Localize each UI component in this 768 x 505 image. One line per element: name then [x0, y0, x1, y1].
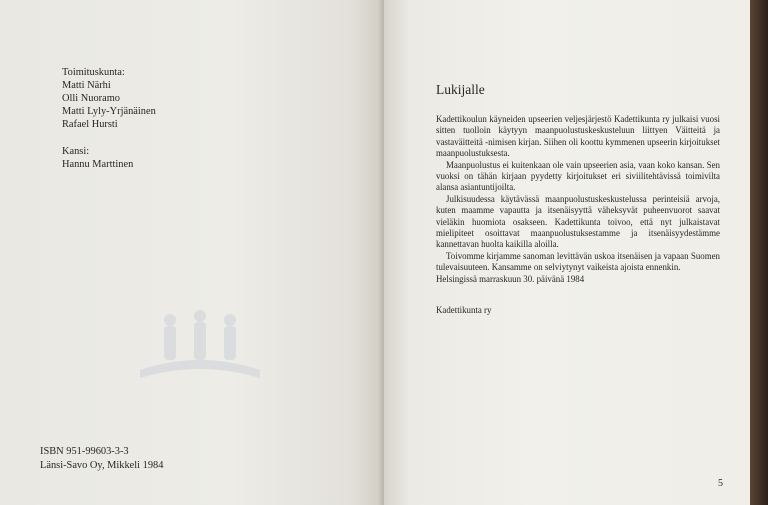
- signature: Kadettikunta ry: [436, 305, 492, 316]
- isbn-line: ISBN 951-99603-3-3: [40, 446, 129, 457]
- editor-name: Rafael Hursti: [62, 119, 118, 130]
- table-background: [750, 0, 768, 505]
- credits-label: Toimituskunta:: [62, 67, 125, 78]
- place-date: Helsingissä marraskuun 30. päivänä 1984: [436, 273, 585, 284]
- paragraph: Maanpuolustus ei kuitenkaan ole vain upseerien asia, vaan koko kansan. Sen vuoksi on tähän kirjaan pyydetty kirjoitukset eri siviilitehtävissä toimivilta alansa asiantuntijoilta.: [436, 159, 720, 193]
- paragraph: Kadettikoulun käyneiden upseerien veljesjärjestö Kadettikunta ry julkaisi vuosi sitten tuolloin käytyyn maanpuolustuskeskusteluun liittyen Väitteitä ja vastaväitteitä -nimisen kirjan. Siihen oli koottu kymmenen upseerin kirjoitukset maanpuolustuksesta.: [436, 114, 720, 159]
- editorial-credits: [62, 66, 156, 171]
- editor-name: Matti Närhi: [62, 80, 111, 91]
- cover-label: Kansi:: [62, 146, 90, 157]
- paragraph: Toivomme kirjamme sanoman levittävän uskoa itsenäisen ja vapaan Suomen tulevaisuuteen. Kansamme on selviytynyt vaikeista ajoista ennenkin.: [436, 250, 720, 273]
- editor-name: Olli Nuoramo: [62, 93, 121, 104]
- paragraph: Julkisuudessa käytävässä maanpuolustuskeskustelussa perinteisiä arvoja, kuten maamme vapautta ja itsenäisyyttä väheksyvät puheenvuorot saavat vieläkin huomiota osakseen. Kadettikunta toivoo, että nyt julkaistavat mielipiteet osoittavat maanpuolustuksestamme ja itsenäisyydestämme kannettavan huolta kaikilla aloilla.: [436, 193, 720, 250]
- cover-designer: Hannu Marttinen: [62, 159, 134, 170]
- editor-name: Matti Lyly-Yrjänäinen: [62, 106, 156, 117]
- page-title: Lukijalle: [436, 82, 485, 97]
- printer-line: Länsi-Savo Oy, Mikkeli 1984: [40, 460, 164, 471]
- show-through-figure-illustration: [130, 300, 270, 390]
- publication-info: [40, 445, 163, 473]
- page-number: 5: [718, 478, 723, 489]
- foreword: [436, 82, 720, 317]
